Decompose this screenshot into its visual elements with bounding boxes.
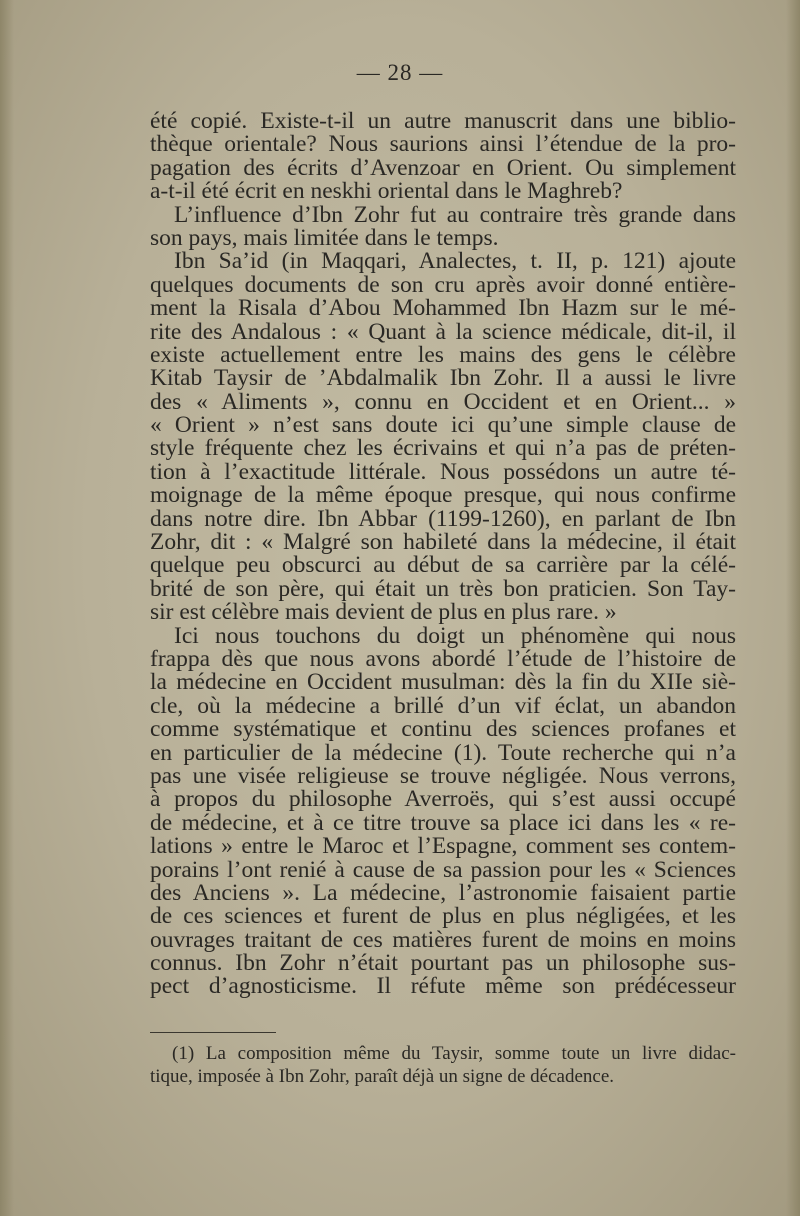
text-line: des Anciens ». La médecine, l’astronomie faisaient partie bbox=[150, 879, 736, 906]
text-line: rite des Andalous : « Quant à la science médicale, dit-il, il bbox=[150, 318, 736, 345]
text-line: a-t-il été écrit en neskhi oriental dans le Maghreb? bbox=[150, 178, 623, 205]
text-line: « Orient » n’est sans doute ici qu’une simple clause de bbox=[150, 412, 736, 439]
text-line: à propos du philosophe Averroës, qui s’est aussi occupé bbox=[150, 786, 736, 813]
text-line: son pays, mais limitée dans le temps. bbox=[150, 224, 499, 251]
text-line: de médecine, et à ce titre trouve sa place ici dans les « re- bbox=[150, 809, 736, 836]
text-line: pas une visée religieuse se trouve négligée. Nous verrons, bbox=[150, 762, 736, 789]
text-line: Ibn Sa’id (in Maqqari, Analectes, t. II, p. 121) ajoute bbox=[174, 248, 736, 275]
text-line: thèque orientale? Nous saurions ainsi l’étendue de la pro- bbox=[150, 131, 736, 158]
text-line: pagation des écrits d’Avenzoar en Orient. Ou simplement bbox=[150, 154, 736, 181]
text-line: sir est célèbre mais devient de plus en plus rare. » bbox=[150, 599, 617, 626]
text-line: existe actuellement entre les mains des gens le célèbre bbox=[150, 341, 736, 368]
text-line: lations » entre le Maroc et l’Espagne, comment ses contem- bbox=[150, 833, 736, 860]
text-line: cle, où la médecine a brillé d’un vif éclat, un abandon bbox=[150, 692, 736, 719]
text-line: Ici nous touchons du doigt un phénomène qui nous bbox=[174, 622, 736, 649]
text-line: en particulier de la médecine (1). Toute recherche qui n’a bbox=[150, 739, 736, 766]
text-line: Zohr, dit : « Malgré son habileté dans la médecine, il était bbox=[150, 529, 736, 556]
page-edge-right bbox=[786, 0, 800, 1216]
footnote-line: tique, imposée à Ibn Zohr, paraît déjà un signe de décadence. bbox=[150, 1066, 615, 1087]
page-number: — 28 — bbox=[356, 60, 444, 85]
text-line: tion à l’exactitude littérale. Nous possédons un autre té- bbox=[150, 458, 736, 485]
text-line: pect d’agnosticisme. Il réfute même son prédécesseur bbox=[150, 973, 736, 1000]
text-line: dans notre dire. Ibn Abbar (1199-1260), en parlant de Ibn bbox=[150, 505, 736, 532]
body-text bbox=[150, 110, 736, 999]
footnote-rule bbox=[150, 1032, 276, 1033]
text-line: de ces sciences et furent de plus en plus négligées, et les bbox=[150, 903, 736, 930]
page-edge-left bbox=[0, 0, 14, 1216]
text-line: porains l’ont renié à cause de sa passion pour les « Sciences bbox=[150, 856, 736, 883]
text-line: L’influence d’Ibn Zohr fut au contraire très grande dans bbox=[174, 201, 736, 228]
text-line: quelques documents de son cru après avoir donné entière- bbox=[150, 271, 736, 298]
text-line: ment la Risala d’Abou Mohammed Ibn Hazm sur le mé- bbox=[150, 295, 736, 322]
text-line: été copié. Existe-t-il un autre manuscrit dans une biblio- bbox=[150, 108, 736, 134]
text-line: des « Aliments », connu en Occident et en Orient... » bbox=[150, 388, 736, 415]
text-line: brité de son père, qui était un très bon praticien. Son Tay- bbox=[150, 575, 736, 602]
text-line: quelque peu obscurci au début de sa carrière par la célé- bbox=[150, 552, 736, 579]
footnotes bbox=[150, 1042, 736, 1088]
text-line: comme systématique et continu des sciences profanes et bbox=[150, 716, 736, 743]
text-line: connus. Ibn Zohr n’était pourtant pas un philosophe sus- bbox=[150, 950, 736, 977]
footnote-line: (1) La composition même du Taysir, somme toute un livre didac- bbox=[172, 1043, 736, 1064]
text-line: Kitab Taysir de ’Abdalmalik Ibn Zohr. Il a aussi le livre bbox=[150, 365, 736, 392]
text-line: style fréquente chez les écrivains et qui n’a pas de préten- bbox=[150, 435, 736, 462]
text-line: la médecine en Occident musulman: dès la fin du XIIe siè- bbox=[150, 669, 736, 696]
text-line: ouvrages traitant de ces matières furent de moins en moins bbox=[150, 926, 736, 953]
text-line: moignage de la même époque presque, qui nous confirme bbox=[150, 482, 736, 509]
text-line: frappa dès que nous avons abordé l’étude de l’histoire de bbox=[150, 645, 736, 672]
